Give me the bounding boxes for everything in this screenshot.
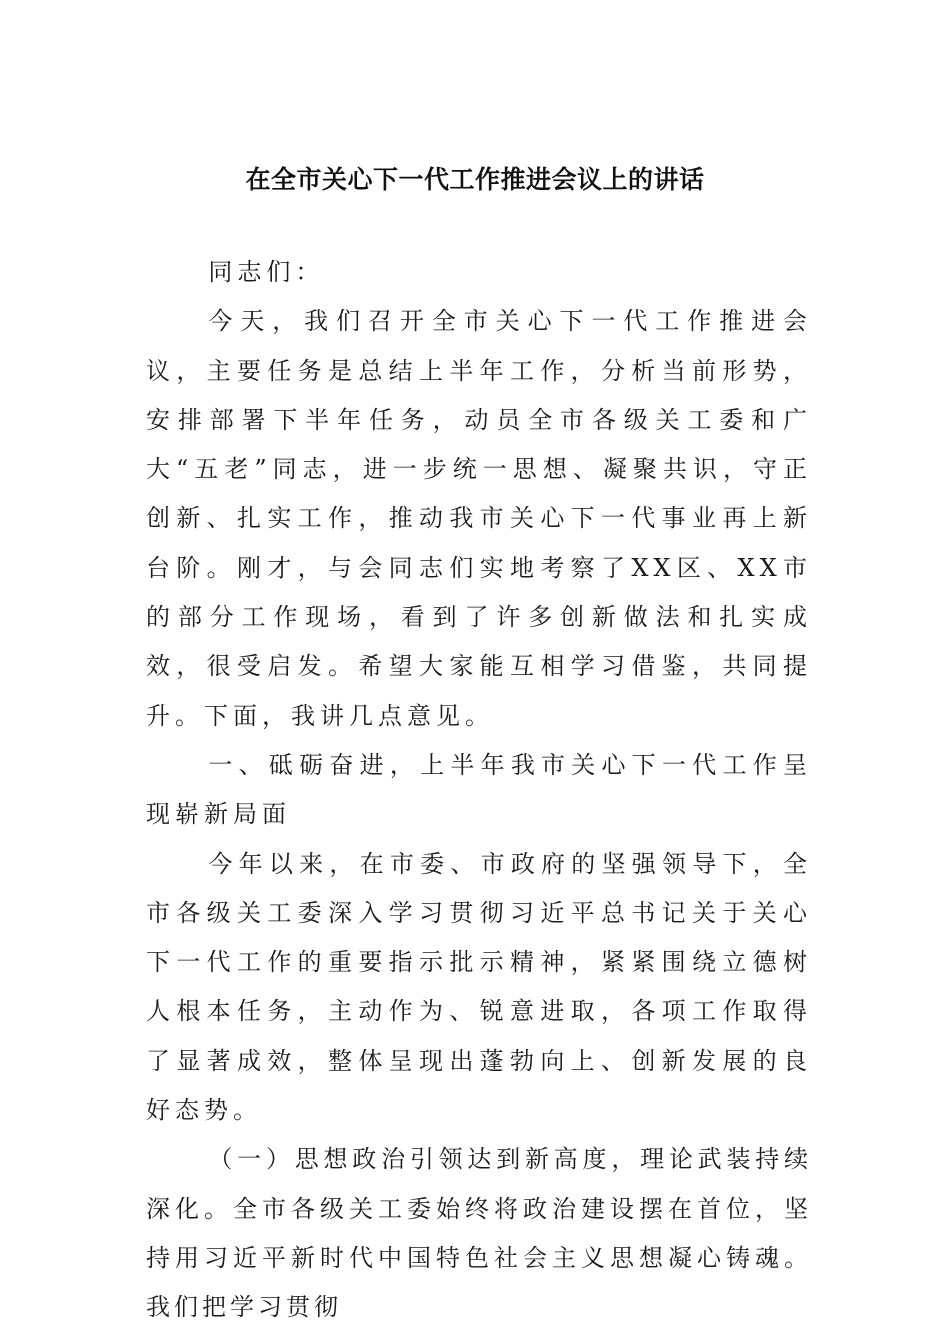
section-heading-1: 一、砥砺奋进，上半年我市关心下一代工作呈现崭新局面: [146, 750, 812, 829]
section-1-paragraph: 今年以来，在市委、市政府的坚强领导下，全市各级关工委深入学习贯彻习近平总书记关于关心下一代工作的重要指示批示精神，紧紧围绕立德树人根本任务，主动作为、锐意进取，各项工作取得了显著成效，整体呈现出蓬勃向上、创新发展的良好态势。: [146, 849, 812, 1125]
subsection-1-paragraph: （一）思想政治引领达到新高度，理论武装持续深化。全市各级关工委始终将政治建设摆在首位，坚持用习近平新时代中国特色社会主义思想凝心铸魂。我们把学习贯彻: [146, 1145, 812, 1322]
document-title: 在全市关心下一代工作推进会议上的讲话: [245, 165, 705, 194]
salutation-paragraph: 同志们：: [208, 258, 325, 286]
intro-paragraph: 今天，我们召开全市关心下一代工作推进会议，主要任务是总结上半年工作，分析当前形势，安排部署下半年任务，动员全市各级关工委和广大“五老”同志，进一步统一思想、凝聚共识，守正创新、扎实工作，推动我市关心下一代事业再上新台阶。刚才，与会同志们实地考察了XX区、XX市的部分工作现场，看到了许多创新做法和扎实成效，很受启发。希望大家能互相学习借鉴，共同提升。下面，我讲几点意见。: [146, 307, 812, 730]
document-body: [146, 248, 812, 1333]
